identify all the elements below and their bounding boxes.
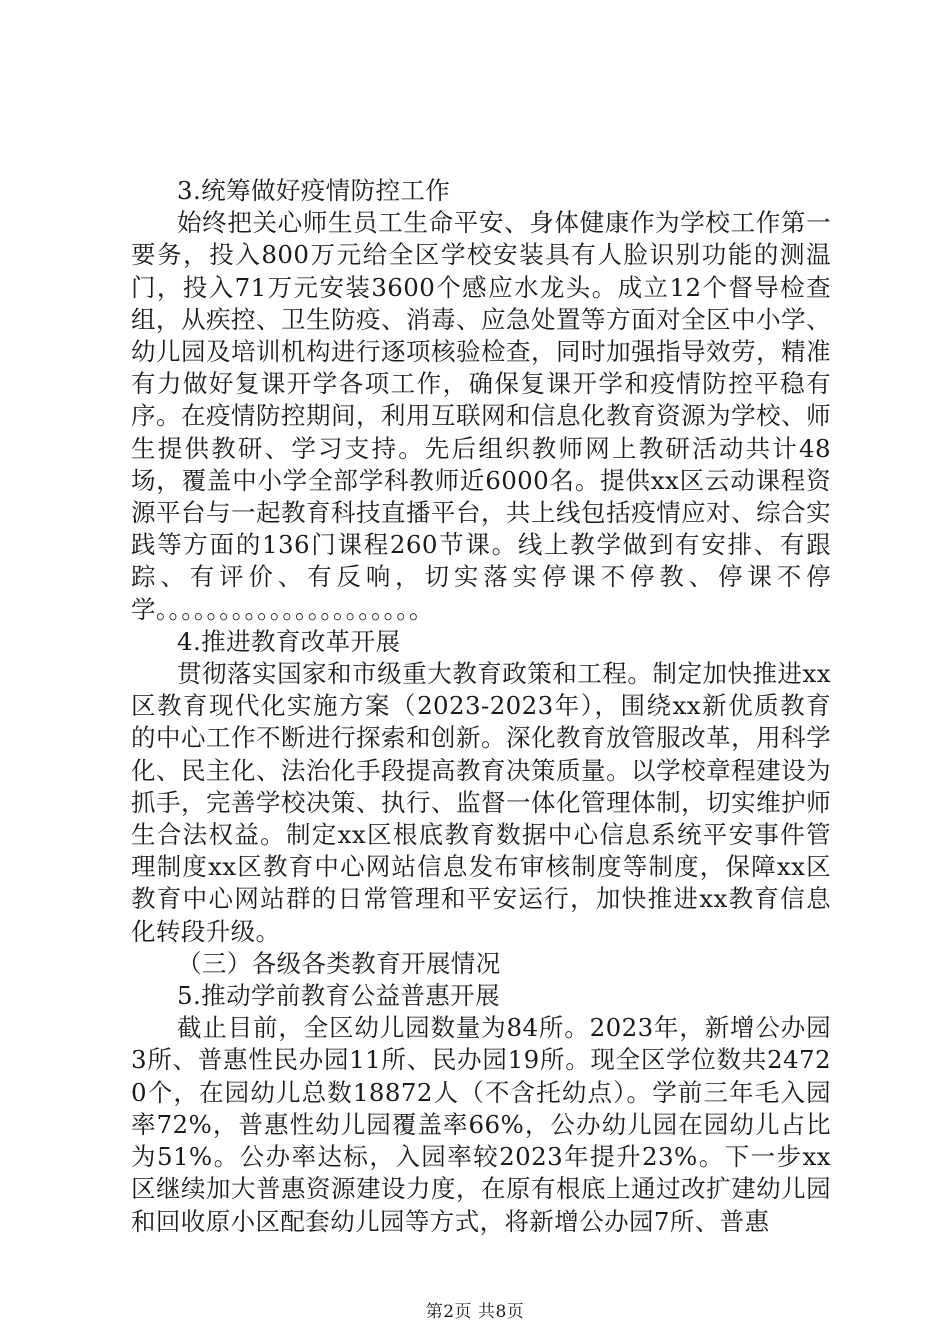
- paragraph-education-reform: 贯彻落实国家和市级重大教育政策和工程。制定加快推进xx区教育现代化实施方案（2023-2023年），围绕xx新优质教育的中心工作不断进行探索和创新。深化教育放管服改革，用科学化、民主化、法治化手段提高教育决策质量。以学校章程建设为抓手，完善学校决策、执行、监督一体化管理体制，切实维护师生合法权益。制定xx区根底教育数据中心信息系统平安事件管理制度xx区教育中心网站信息发布审核制度等制度，保障xx区教育中心网站群的日常管理和平安运行，加快推进xx教育信息化转段升级。: [131, 659, 831, 946]
- paragraph-preschool: 截止目前，全区幼儿园数量为84所。2023年，新增公办园3所、普惠性民办园11所、民办园19所。现全区学位数共24720个，在园幼儿总数18872人（不含托幼点）。学前三年毛入园率72%，普惠性幼儿园覆盖率66%，公办幼儿园在园幼儿占比为51%。公办率达标，入园率较2023年提升23%。下一步xx区继续加大普惠资源建设力度，在原有根底上通过改扩建幼儿园和回收原小区配套幼儿园等方式，将新增公办园7所、普惠: [131, 1013, 831, 1236]
- section-heading-education-levels: （三）各级各类教育开展情况: [177, 948, 501, 978]
- document-body: [131, 175, 831, 1238]
- section-heading-preschool: 5.推动学前教育公益普惠开展: [177, 981, 500, 1011]
- section-heading-education-reform: 4.推进教育改革开展: [177, 626, 401, 656]
- paragraph-epidemic-control: 始终把关心师生员工生命平安、身体健康作为学校工作第一要务，投入800万元给全区学校安装具有人脸识别功能的测温门，投入71万元安装3600个感应水龙头。成立12个督导检查组，从疾控、卫生防疫、消毒、应急处置等方面对全区中小学、幼儿园及培训机构进行逐项核验检查，同时加强指导效劳，精准有力做好复课开学各项工作，确保复课开学和疫情防控平稳有序。在疫情防控期间，利用互联网和信息化教育资源为学校、师生提供教研、学习支持。先后组织教师网上教研活动共计48场，覆盖中小学全部学科教师近6000名。提供xx区云动课程资源平台与一起教育科技直播平台，共上线包括疫情应对、综合实践等方面的136门课程260节课。线上教学做到有安排、有跟踪、有评价、有反响，切实落实停课不停教、停课不停学。。。。。。。。。。。。。。。。。。。。。: [131, 208, 831, 624]
- page-footer: 第2页 共8页: [425, 1302, 525, 1322]
- section-heading-epidemic-control: 3.统筹做好疫情防控工作: [177, 176, 451, 205]
